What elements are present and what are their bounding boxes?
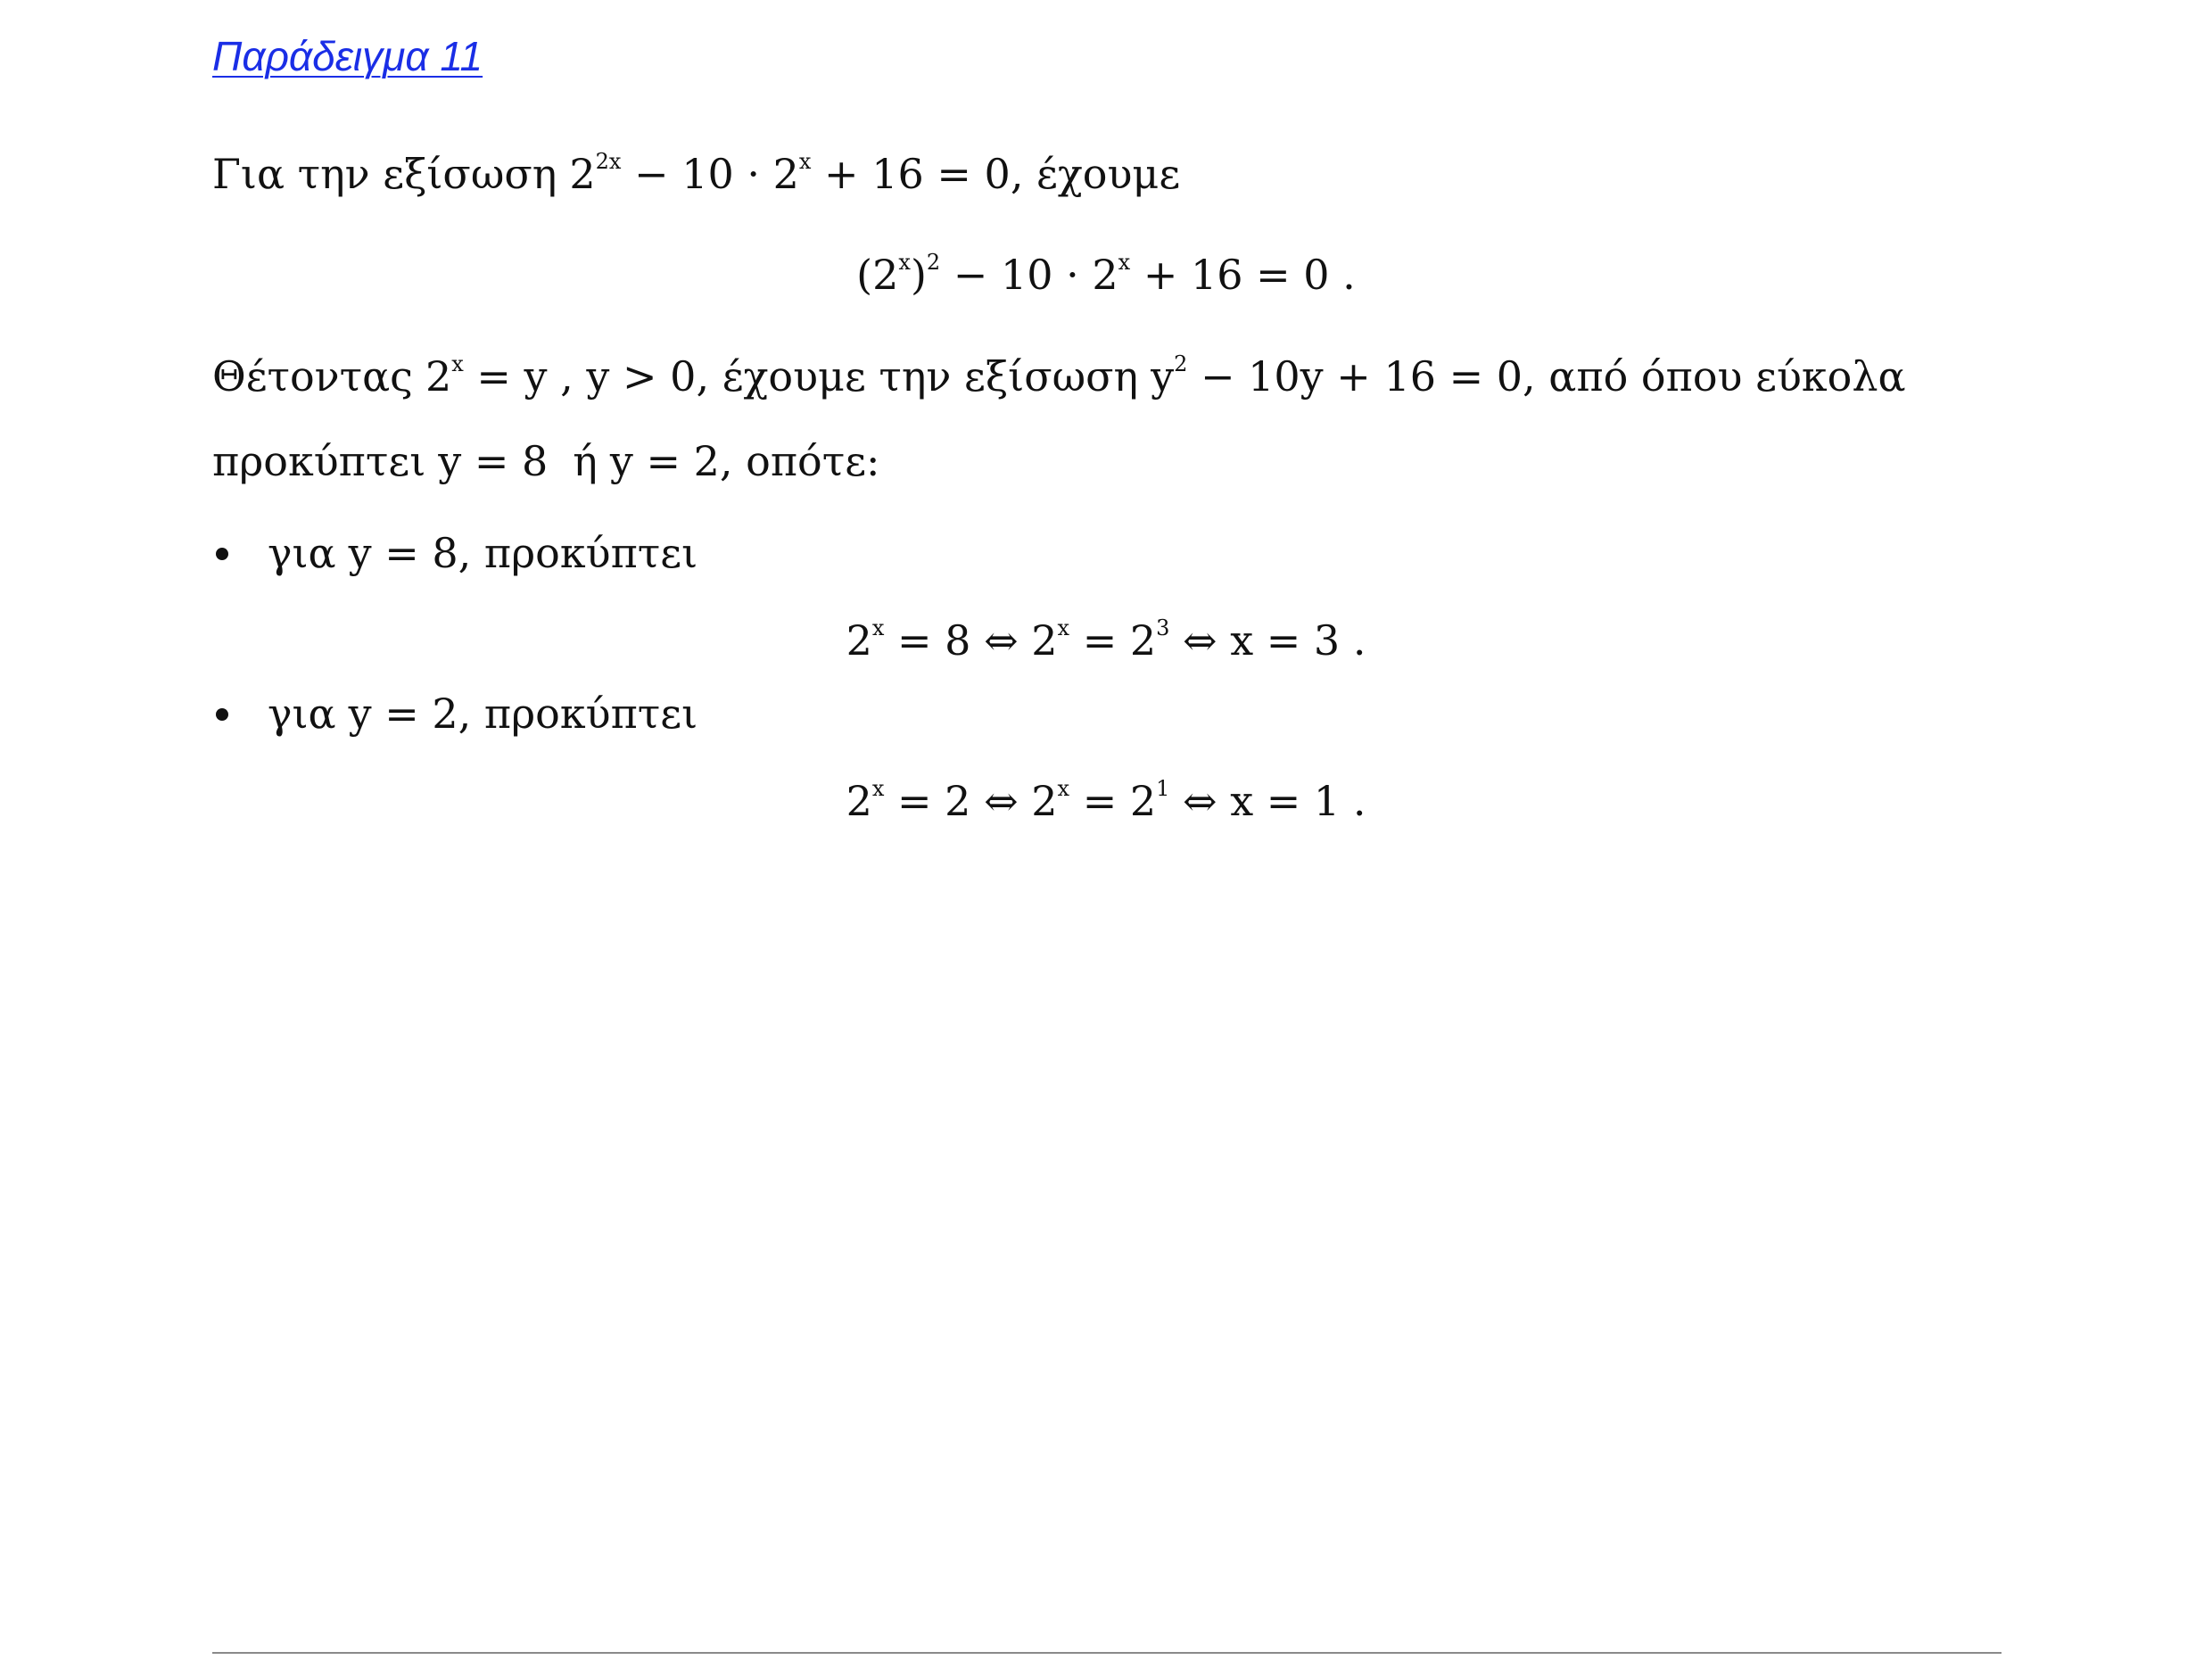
intro-after: , έχουμε — [1010, 150, 1181, 198]
eq-exponent: 2x — [595, 149, 622, 174]
eq-exponent: 2 — [926, 250, 941, 275]
eq-exponent: x — [798, 149, 812, 174]
eq-part: = 8 ⇔ 2 — [897, 616, 1058, 665]
eq-part: ⇔ x = 3 . — [1183, 616, 1366, 665]
quadratic-equation: − 10y + 16 = 0 — [1200, 352, 1523, 401]
eq-part: ⇔ x = 1 . — [1183, 777, 1366, 825]
setting-word: Θέτοντας — [212, 352, 413, 401]
eq-exponent: x — [1057, 615, 1070, 640]
setting-line — [212, 350, 1906, 403]
eq-part: = 2 — [1082, 616, 1157, 665]
eq-base: 2 — [569, 150, 596, 198]
eq-base: 2 — [425, 352, 452, 401]
intro-line — [212, 147, 1180, 201]
list-item — [212, 687, 697, 740]
eq-exponent: 1 — [1156, 776, 1170, 801]
result-tail: , οπότε: — [719, 437, 880, 485]
eq-part: = 2 — [1082, 777, 1157, 825]
footer-divider — [212, 1652, 2002, 1654]
display-equation-3 — [0, 774, 2212, 828]
eq-open: (2 — [856, 251, 899, 299]
eq-end: + 16 = 0 — [824, 150, 1011, 198]
eq-exponent: 2 — [1174, 351, 1188, 376]
eq-exponent: x — [871, 615, 885, 640]
eq-variable: y — [1151, 352, 1175, 401]
solution-2: y = 2 — [609, 437, 720, 485]
list-item — [212, 526, 697, 580]
result-word: προκύπτει — [212, 437, 426, 485]
eq-middle: − 10 · 2 — [953, 251, 1118, 299]
eq-exponent: 3 — [1156, 615, 1170, 640]
eq-close: ) — [910, 251, 927, 299]
eq-base: 2 — [846, 616, 872, 665]
or-word: ή — [573, 437, 598, 485]
solution-1: y = 8 — [438, 437, 549, 485]
case-label-post: , προκύπτει — [458, 529, 698, 577]
case-label: για — [268, 529, 336, 577]
bullet-icon — [216, 548, 228, 560]
case-label-post: , προκύπτει — [458, 690, 698, 738]
display-equation-1 — [0, 248, 2212, 301]
eq-base: 2 — [846, 777, 872, 825]
intro-equation — [569, 150, 1011, 198]
example-heading: Παράδειγμα 11 — [212, 33, 483, 79]
case-condition: y = 2 — [348, 690, 458, 738]
setting-text: , έχουμε την εξίσωση — [696, 352, 1139, 401]
substitution: = y , y > 0 — [476, 352, 697, 401]
intro-text: Για την εξίσωση — [212, 150, 557, 198]
case-label: για — [268, 690, 336, 738]
setting-text-end: , από όπου εύκολα — [1523, 352, 1906, 401]
eq-part: = 2 ⇔ 2 — [897, 777, 1058, 825]
eq-end: + 16 = 0 . — [1143, 251, 1356, 299]
eq-middle: − 10 · 2 — [634, 150, 799, 198]
eq-exponent: x — [898, 250, 911, 275]
eq-exponent: x — [1057, 776, 1070, 801]
eq-exponent: x — [451, 351, 464, 376]
eq-exponent: x — [871, 776, 885, 801]
eq-exponent: x — [1118, 250, 1131, 275]
display-equation-2 — [0, 614, 2212, 667]
case-condition: y = 8 — [348, 529, 458, 577]
result-line — [212, 434, 880, 488]
bullet-icon — [216, 708, 228, 721]
